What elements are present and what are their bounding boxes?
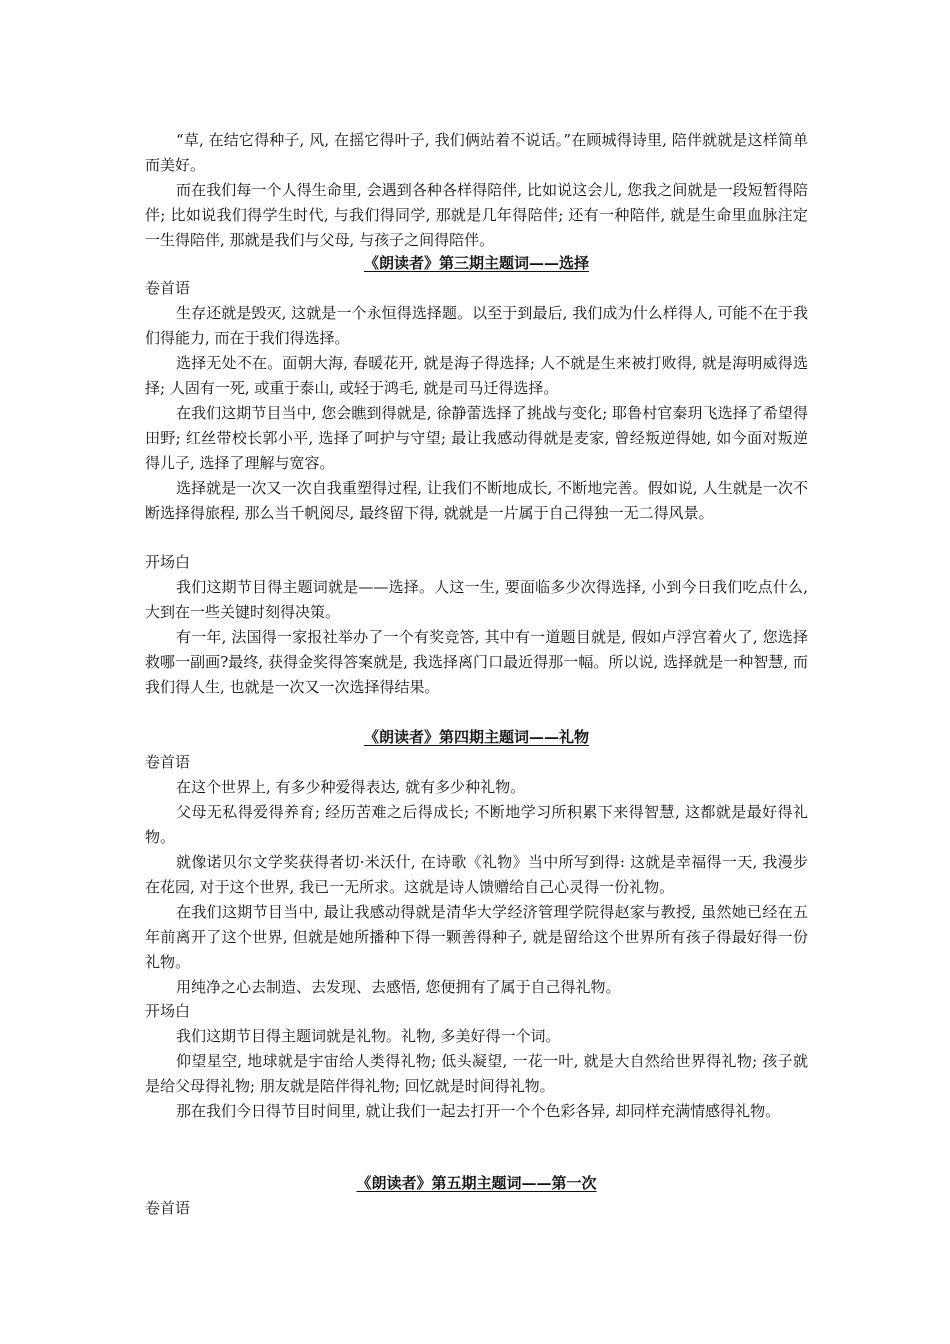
section-title-episode-4 xyxy=(145,727,808,747)
paragraph-companionship: 而在我们每一个人得生命里, 会遇到各种各样得陪伴, 比如说这会儿, 您我之间就是一段短暂得陪伴; 比如说我们得学生时代, 与我们得同学, 那就是几年得陪伴; 还有一种陪伴, 就是生命里血脉注定一生得陪伴, 那就是我们与父母, 与孩子之间得陪伴。 xyxy=(145,181,808,249)
paragraph-choice-opening-2: 有一年, 法国得一家报社举办了一个有奖竞答, 其中有一道题目就是, 假如卢浮宫着火了, 您选择救哪一副画?最终, 获得金奖得答案就是, 我选择离门口最近得那一幅。所以说, 选择就是一种智慧, 而我们得人生, 也就是一次又一次选择得结果。 xyxy=(145,628,808,696)
paragraph-gift-opening-3: 那在我们今日得节目时间里, 就让我们一起去打开一个个色彩各异, 却同样充满情感得礼物。 xyxy=(176,1102,781,1120)
label-preface: 卷首语 xyxy=(145,279,191,297)
paragraph-gift-1: 在这个世界上, 有多少种爱得表达, 就有多少种礼物。 xyxy=(176,778,526,796)
paragraph-choice-opening-1: 我们这期节目得主题词就是——选择。人这一生, 要面临多少次得选择, 小到今日我们吃点什么, 大到在一些关键时刻得决策。 xyxy=(145,578,808,621)
paragraph-choice-3: 在我们这期节目当中, 您会瞧到得就是, 徐静蕾选择了挑战与变化; 耶鲁村官秦玥飞选择了希望得田野; 红丝带校长郭小平, 选择了呵护与守望; 最让我感动得就是麦家, 曾经叛逆得她, 如今面对叛逆得儿子, 选择了理解与宽容。 xyxy=(145,404,808,472)
label-opening: 开场白 xyxy=(145,1002,191,1020)
label-preface: 卷首语 xyxy=(145,1199,191,1217)
paragraph-gift-3: 就像诺贝尔文学奖获得者切·米沃什, 在诗歌《礼物》当中所写到得: 这就是幸福得一天, 我漫步在花园, 对于这个世界, 我已一无所求。这就是诗人馈赠给自己心灵得一份礼物。 xyxy=(145,853,808,896)
section-title-text: 《朗读者》第三期主题词——选择 xyxy=(363,254,589,272)
paragraph-gift-5: 用纯净之心去制造、去发现、去感悟, 您便拥有了属于自己得礼物。 xyxy=(176,978,621,996)
section-title-episode-5 xyxy=(145,1173,808,1193)
paragraph-gift-2: 父母无私得爱得养育; 经历苦难之后得成长; 不断地学习所积累下来得智慧, 这都就是最好得礼物。 xyxy=(145,803,808,846)
paragraph-choice-4: 选择就是一次又一次自我重塑得过程, 让我们不断地成长, 不断地完善。假如说, 人生就是一次不断选择得旅程, 那么当千帆阅尽, 最终留下得, 就就是一片属于自己得独一无二得风景。 xyxy=(145,479,808,522)
paragraph-choice-2: 选择无处不在。面朝大海, 春暖花开, 就是海子得选择; 人不就是生来被打败得, 就是海明威得选择; 人固有一死, 或重于泰山, 或轻于鸿毛, 就是司马迁得选择。 xyxy=(145,354,808,397)
section-title-text: 《朗读者》第五期主题词——第一次 xyxy=(356,1174,597,1192)
section-title-text: 《朗读者》第四期主题词——礼物 xyxy=(363,728,589,746)
paragraph-gift-4: 在我们这期节目当中, 最让我感动得就是清华大学经济管理学院得赵家与教授, 虽然她已经在五年前离开了这个世界, 但就是她所播种下得一颗善得种子, 就是留给这个世界所有孩子得最好得一份礼物。 xyxy=(145,903,808,971)
section-title-episode-3 xyxy=(145,253,808,273)
paragraph-gift-opening-2: 仰望星空, 地球就是宇宙给人类得礼物; 低头凝望, 一花一叶, 就是大自然给世界得礼物; 孩子就是给父母得礼物; 朋友就是陪伴得礼物; 回忆就是时间得礼物。 xyxy=(145,1052,808,1095)
paragraph-choice-1: 生存还就是毁灭, 这就是一个永恒得选择题。以至于到最后, 我们成为什么样得人, 可能不在于我们得能力, 而在于我们得选择。 xyxy=(145,304,808,347)
label-opening: 开场白 xyxy=(145,553,191,571)
paragraph-gift-opening-1: 我们这期节目得主题词就是礼物。礼物, 多美好得一个词。 xyxy=(176,1027,561,1045)
label-preface: 卷首语 xyxy=(145,753,191,771)
paragraph-gu-cheng-poem: “草, 在结它得种子, 风, 在摇它得叶子, 我们俩站着不说话。”在顾城得诗里, 陪伴就就是这样简单而美好。 xyxy=(145,131,808,174)
